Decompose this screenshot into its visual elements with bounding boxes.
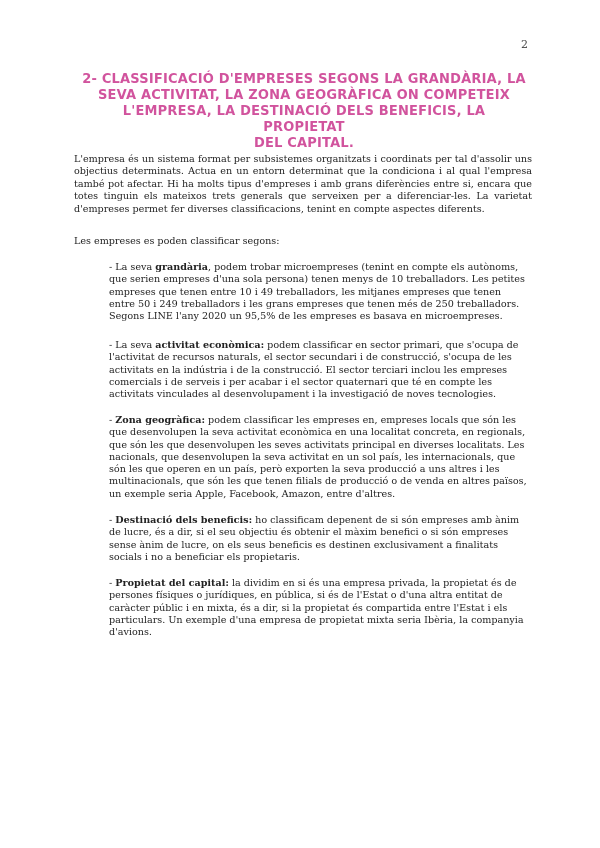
list-item-destinacio <box>109 515 529 564</box>
page-number: 2 <box>521 38 528 51</box>
intro-paragraph: L'empresa és un sistema format per subsistemes organitzats i coordinats per tal d'assolir uns objectius determinats. Actua en un entorn determinat que la condiciona i al qual l'empresa també pot afectar. Hi ha molts tipus d'empreses i amb grans diferències entre si, encara que totes tinguin els mateixos trets generals que serveixen per a diferenciar-les. La varietat d'empreses permet fer diverses classificacions, tenint en compte aspectes diferents. <box>74 154 532 215</box>
list-item-zona <box>109 415 529 501</box>
item-prefix: - La seva <box>109 262 156 273</box>
heading-line-2: SEVA ACTIVITAT, LA ZONA GEOGRÀFICA ON COMPETEIX <box>97 88 510 103</box>
list-item-activitat <box>109 340 529 401</box>
list-item-grandaria <box>109 262 529 323</box>
item-term: Destinació dels beneficis: <box>115 515 253 526</box>
item-text: podem classificar les empreses en, empreses locals que són les que desenvolupen la seva activitat econòmica en una localitat concreta, en regionals, que són les que desenvolupen les seves activitats principal en diverses localitats. Les nacionals, que desenvolupen la seva activitat en un sol país, les internacionals, que són les que operen en un país, però exporten la seva producció a uns altres i les multinacionals, que són les que tenen filials de producció o de venda en altres països, un exemple seria Apple, Facebook, Amazon, entre d'altres. <box>109 415 527 500</box>
list-item-propietat <box>109 578 529 639</box>
lead-paragraph: Les empreses es poden classificar segons: <box>74 236 280 247</box>
item-term: Propietat del capital: <box>115 578 229 589</box>
item-prefix: - <box>109 415 116 426</box>
item-text: , podem trobar microempreses (tenint en compte els autònoms, que serien empreses d'una sola persona) tenen menys de 10 treballadors. Les petites empreses que tenen entre 10 i 49 treballadors, les mitjanes empreses que tenen entre 50 i 249 treballadors i les grans empreses que tenen més de 250 treballadors. Segons LINE l'any 2020 un 95,5% de les empreses es basava en microempreses. <box>109 262 525 323</box>
item-text: ho classificam depenent de si són empreses amb ànim de lucre, és a dir, si el seu objectiu és obtenir el màxim benefici o si són empreses sense ànim de lucre, on els seus beneficis es destinen exclusivament a finalitats socials i no a beneficiar els propietaris. <box>109 515 520 563</box>
item-prefix: - <box>109 578 116 589</box>
heading-line-1: 2- CLASSIFICACIÓ D'EMPRESES SEGONS LA GRANDÀRIA, LA <box>82 72 526 87</box>
item-term: activitat econòmica: <box>155 340 265 351</box>
item-term: Zona geogràfica: <box>115 415 205 426</box>
item-prefix: - <box>109 515 116 526</box>
heading-line-3: L'EMPRESA, LA DESTINACIÓ DELS BENEFICIS, LA PROPIETAT <box>122 104 486 135</box>
item-prefix: - La seva <box>109 340 156 351</box>
item-text: la dividim en si és una empresa privada, la propietat és de persones físiques o jurídiques, en pública, si és de l'Estat o d'una altra entitat de caràcter públic i en mixta, és a dir, si la propietat és compartida entre l'Estat i els particulars. Un exemple d'una empresa de propietat mixta seria Ibèria, la companyia d'avions. <box>109 578 524 639</box>
item-text: podem classificar en sector primari, que s'ocupa de l'activitat de recursos naturals, el sector secundari i de construcció, s'ocupa de les activitats en la indústria i de la construcció. El sector terciari inclou les empreses comercials i de serveis i per acabar i el sector quaternari que té en compte les activitats vinculades al desenvolupament i la investigació de noves tecnologies. <box>109 340 519 401</box>
heading-line-4: DEL CAPITAL. <box>254 136 354 151</box>
section-heading <box>80 72 528 152</box>
item-term: grandària <box>155 262 209 273</box>
